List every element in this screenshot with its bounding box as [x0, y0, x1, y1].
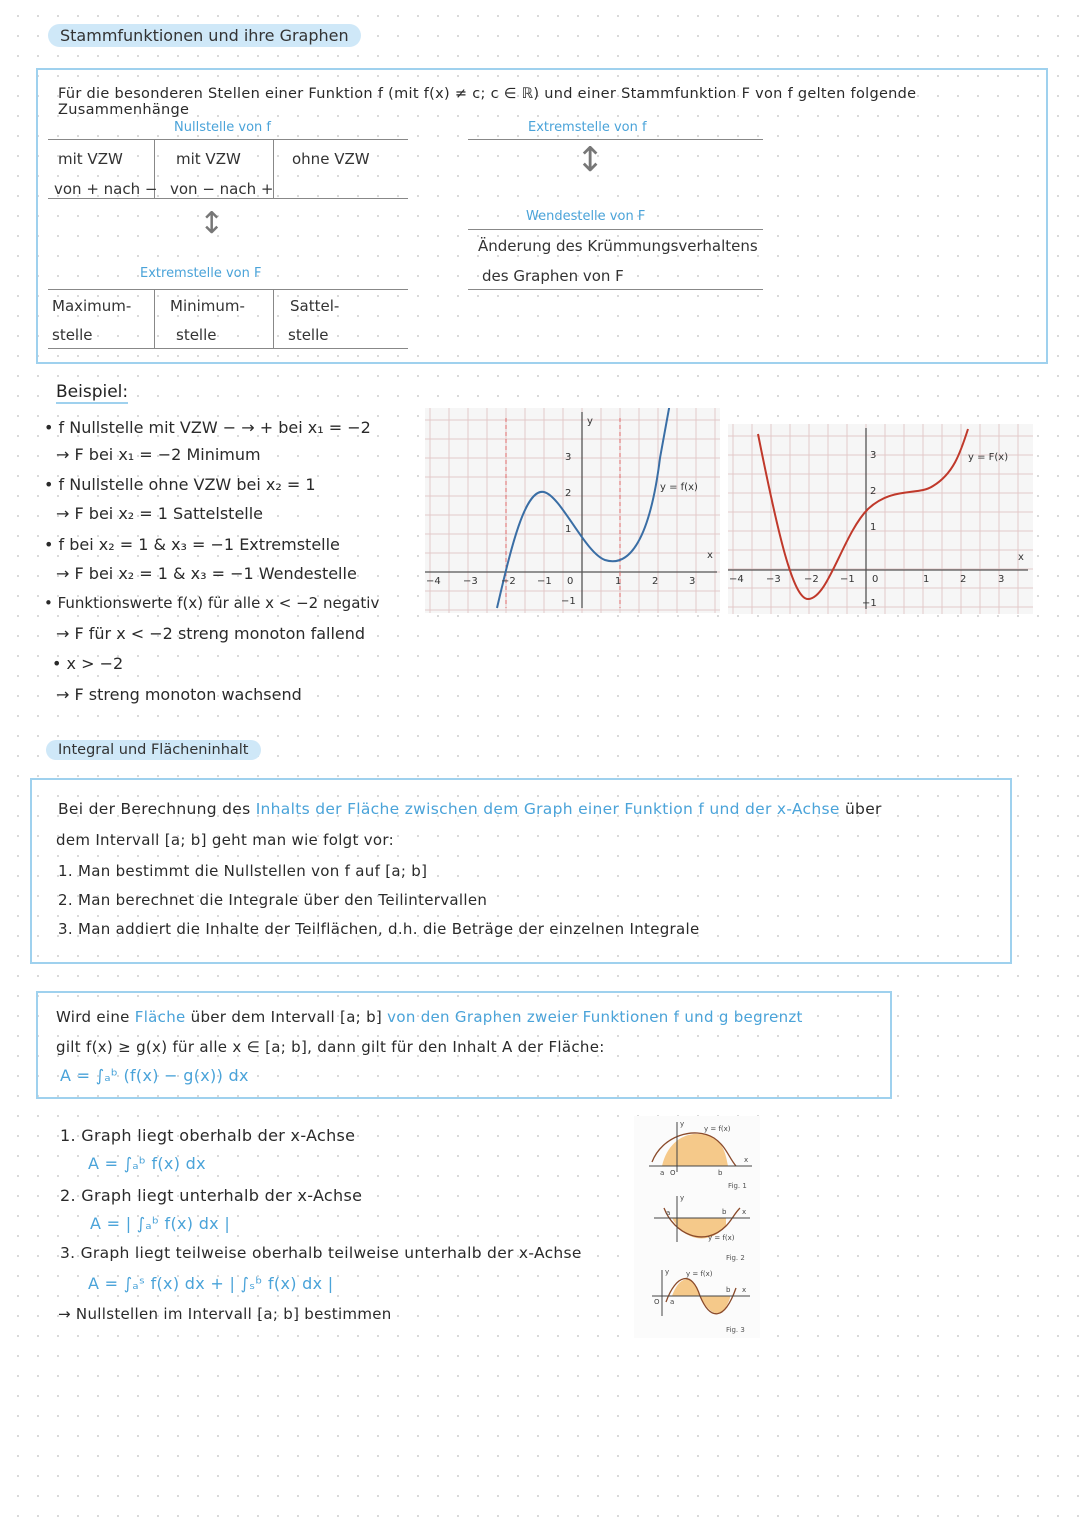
x-tick: 3: [689, 576, 696, 587]
fig3-b: b: [726, 1286, 731, 1294]
sattel-line1: Sattel-: [290, 297, 340, 315]
beispiel-heading: Beispiel:: [56, 382, 129, 402]
updown-arrow-icon: ↕: [576, 140, 605, 180]
fig2-a: a: [666, 1209, 671, 1217]
col2-line2: von − nach +: [170, 180, 274, 198]
two-functions-line1: [56, 1008, 803, 1026]
case3-text: 3. Graph liegt teilweise oberhalb teilweise unterhalb der x-Achse: [60, 1244, 582, 1262]
fig1-a: a: [660, 1169, 665, 1177]
fig3-ylabel: y = f(x): [686, 1270, 713, 1278]
f-label: y = f(x): [660, 482, 698, 493]
graph-F-svg: [728, 424, 1033, 614]
col1-line2: von + nach −: [54, 180, 158, 198]
col3: ohne VZW: [292, 150, 370, 168]
x-tick: 2: [960, 574, 967, 585]
x-axis-label: x: [1018, 552, 1024, 563]
section-title-integral: [46, 740, 261, 760]
extrem-F-header: Extremstelle von F: [140, 266, 262, 281]
section-title-text: Integral und Flächeninhalt: [58, 742, 249, 758]
beispiel-line: → F bei x₂ = 1 Sattelstelle: [56, 504, 264, 523]
beispiel-line: • f Nullstelle ohne VZW bei x₂ = 1: [44, 475, 316, 494]
divider: [48, 348, 408, 349]
F-label: y = F(x): [968, 452, 1009, 463]
x-tick: −4: [729, 574, 744, 585]
relations-intro: Für die besonderen Stellen einer Funktion f (mit f(x) ≠ c; c ∈ ℝ) und einer Stammfunktion F von f gelten folgende Zusammenhänge: [58, 86, 917, 118]
y-tick: 2: [870, 486, 877, 497]
divider: [273, 290, 274, 348]
x-tick: −3: [766, 574, 781, 585]
divider: [468, 229, 763, 230]
divider: [468, 289, 763, 290]
nullstelle-header: Nullstelle von f: [174, 120, 272, 135]
divider: [48, 198, 408, 199]
fig3-a: a: [670, 1298, 675, 1306]
graph-f: [425, 408, 720, 613]
max-line2: stelle: [52, 326, 93, 344]
fig1-b: b: [718, 1169, 723, 1177]
wende-line2: des Graphen von F: [482, 267, 624, 285]
fig2-x: x: [742, 1208, 747, 1216]
sattel-line2: stelle: [288, 326, 329, 344]
y-tick: 1: [870, 522, 877, 533]
fig3-x: x: [742, 1286, 747, 1294]
text-segment-highlight: von den Graphen zweier Funktionen f und g begrenzt: [387, 1008, 803, 1026]
text-segment-highlight: Fläche: [134, 1008, 186, 1026]
case-note: → Nullstellen im Intervall [a; b] bestimmen: [58, 1305, 392, 1323]
updown-arrow-icon: ↕: [199, 206, 225, 241]
fig3-label: Fig. 3: [726, 1326, 745, 1334]
x-tick: 1: [923, 574, 930, 585]
min-line1: Minimum-: [170, 297, 245, 315]
max-line1: Maximum-: [52, 297, 132, 315]
beispiel-line: • f Nullstelle mit VZW − → + bei x₁ = −2: [44, 418, 371, 437]
y-tick: 3: [565, 452, 572, 463]
f-curve: [497, 408, 670, 608]
x-tick: 2: [652, 576, 659, 587]
two-functions-formula: A = ∫ₐᵇ (f(x) − g(x)) dx: [60, 1066, 249, 1085]
case1-text: 1. Graph liegt oberhalb der x-Achse: [60, 1126, 356, 1145]
procedure-line2: dem Intervall [a; b] geht man wie folgt vor:: [56, 831, 394, 849]
y-tick: −1: [561, 596, 576, 607]
x-tick: −4: [426, 576, 441, 587]
beispiel-line: • f bei x₂ = 1 & x₃ = −1 Extremstelle: [44, 535, 340, 554]
fig3-area-top: [672, 1279, 700, 1296]
x-tick: 0: [567, 576, 574, 587]
x-tick: −1: [840, 574, 855, 585]
x-tick: −2: [804, 574, 819, 585]
case2-formula: A = | ∫ₐᵇ f(x) dx |: [90, 1214, 231, 1233]
fig2-y: y: [680, 1194, 685, 1202]
fig2-ylabel: y = f(x): [708, 1234, 735, 1242]
divider: [468, 139, 763, 140]
divider: [48, 139, 408, 140]
procedure-step3: 3. Man addiert die Inhalte der Teilflächen, d.h. die Beträge der einzelnen Integrale: [58, 920, 700, 938]
y-tick: −1: [862, 598, 877, 609]
procedure-line1: [58, 800, 882, 818]
x-tick: 3: [998, 574, 1005, 585]
divider: [154, 290, 155, 348]
beispiel-line: → F bei x₁ = −2 Minimum: [56, 445, 261, 464]
case3-formula: A = ∫ₐˢ f(x) dx + | ∫ₛᵇ f(x) dx |: [88, 1274, 334, 1293]
col1-line1: mit VZW: [58, 150, 123, 168]
wende-line1: Änderung des Krümmungsverhaltens: [478, 237, 758, 255]
fig3-o: O: [654, 1298, 660, 1306]
y-tick: 1: [565, 524, 572, 535]
divider: [48, 289, 408, 290]
section-title-text: Stammfunktionen und ihre Graphen: [60, 26, 349, 45]
fig1-x: x: [744, 1156, 749, 1164]
fig1-o: O: [670, 1169, 676, 1177]
text-segment: über: [844, 800, 882, 818]
text-segment: Bei der Berechnung des: [58, 800, 251, 818]
min-line2: stelle: [176, 326, 217, 344]
x-tick: 0: [872, 574, 879, 585]
procedure-step2: 2. Man berechnet die Integrale über den Teilintervallen: [58, 891, 488, 909]
x-tick: −3: [463, 576, 478, 587]
text-segment: über dem Intervall [a; b]: [190, 1008, 383, 1026]
beispiel-line: • x > −2: [52, 654, 124, 673]
fig1-label: Fig. 1: [728, 1182, 747, 1190]
fig2-b: b: [722, 1208, 727, 1216]
fig1-ylabel: y = f(x): [704, 1125, 731, 1133]
beispiel-line: • Funktionswerte f(x) für alle x < −2 negativ: [44, 594, 380, 612]
x-tick: 1: [615, 576, 622, 587]
case2-text: 2. Graph liegt unterhalb der x-Achse: [60, 1186, 363, 1205]
x-axis-label: x: [707, 550, 713, 561]
x-tick: −1: [537, 576, 552, 587]
extrem-f-header: Extremstelle von f: [528, 120, 647, 135]
figures-panel: [634, 1116, 760, 1338]
wende-header: Wendestelle von F: [526, 209, 646, 224]
y-tick: 3: [870, 450, 877, 461]
beispiel-line: → F bei x₂ = 1 & x₃ = −1 Wendestelle: [56, 564, 357, 583]
beispiel-line: → F streng monoton wachsend: [56, 685, 302, 704]
beispiel-line: → F für x < −2 streng monoton fallend: [56, 624, 366, 643]
two-functions-line2: gilt f(x) ≥ g(x) für alle x ∈ [a; b], dann gilt für den Inhalt A der Fläche:: [56, 1038, 605, 1056]
figures-svg: [634, 1116, 760, 1338]
graph-f-svg: [425, 408, 720, 613]
procedure-step1: 1. Man bestimmt die Nullstellen von f auf [a; b]: [58, 862, 428, 880]
fig1-y: y: [680, 1120, 685, 1128]
text-segment-highlight: Inhalts der Fläche zwischen dem Graph einer Funktion f und der x-Achse: [255, 800, 840, 818]
y-tick: 2: [565, 488, 572, 499]
text-segment: Wird eine: [56, 1008, 130, 1026]
section-title-stammfunktionen: [48, 24, 361, 47]
graph-F: [728, 424, 1033, 614]
fig3-y: y: [665, 1268, 670, 1276]
y-axis-label: y: [587, 416, 593, 427]
col2-line1: mit VZW: [176, 150, 241, 168]
x-tick: −2: [501, 576, 516, 587]
fig2-label: Fig. 2: [726, 1254, 745, 1262]
case1-formula: A = ∫ₐᵇ f(x) dx: [88, 1154, 206, 1173]
